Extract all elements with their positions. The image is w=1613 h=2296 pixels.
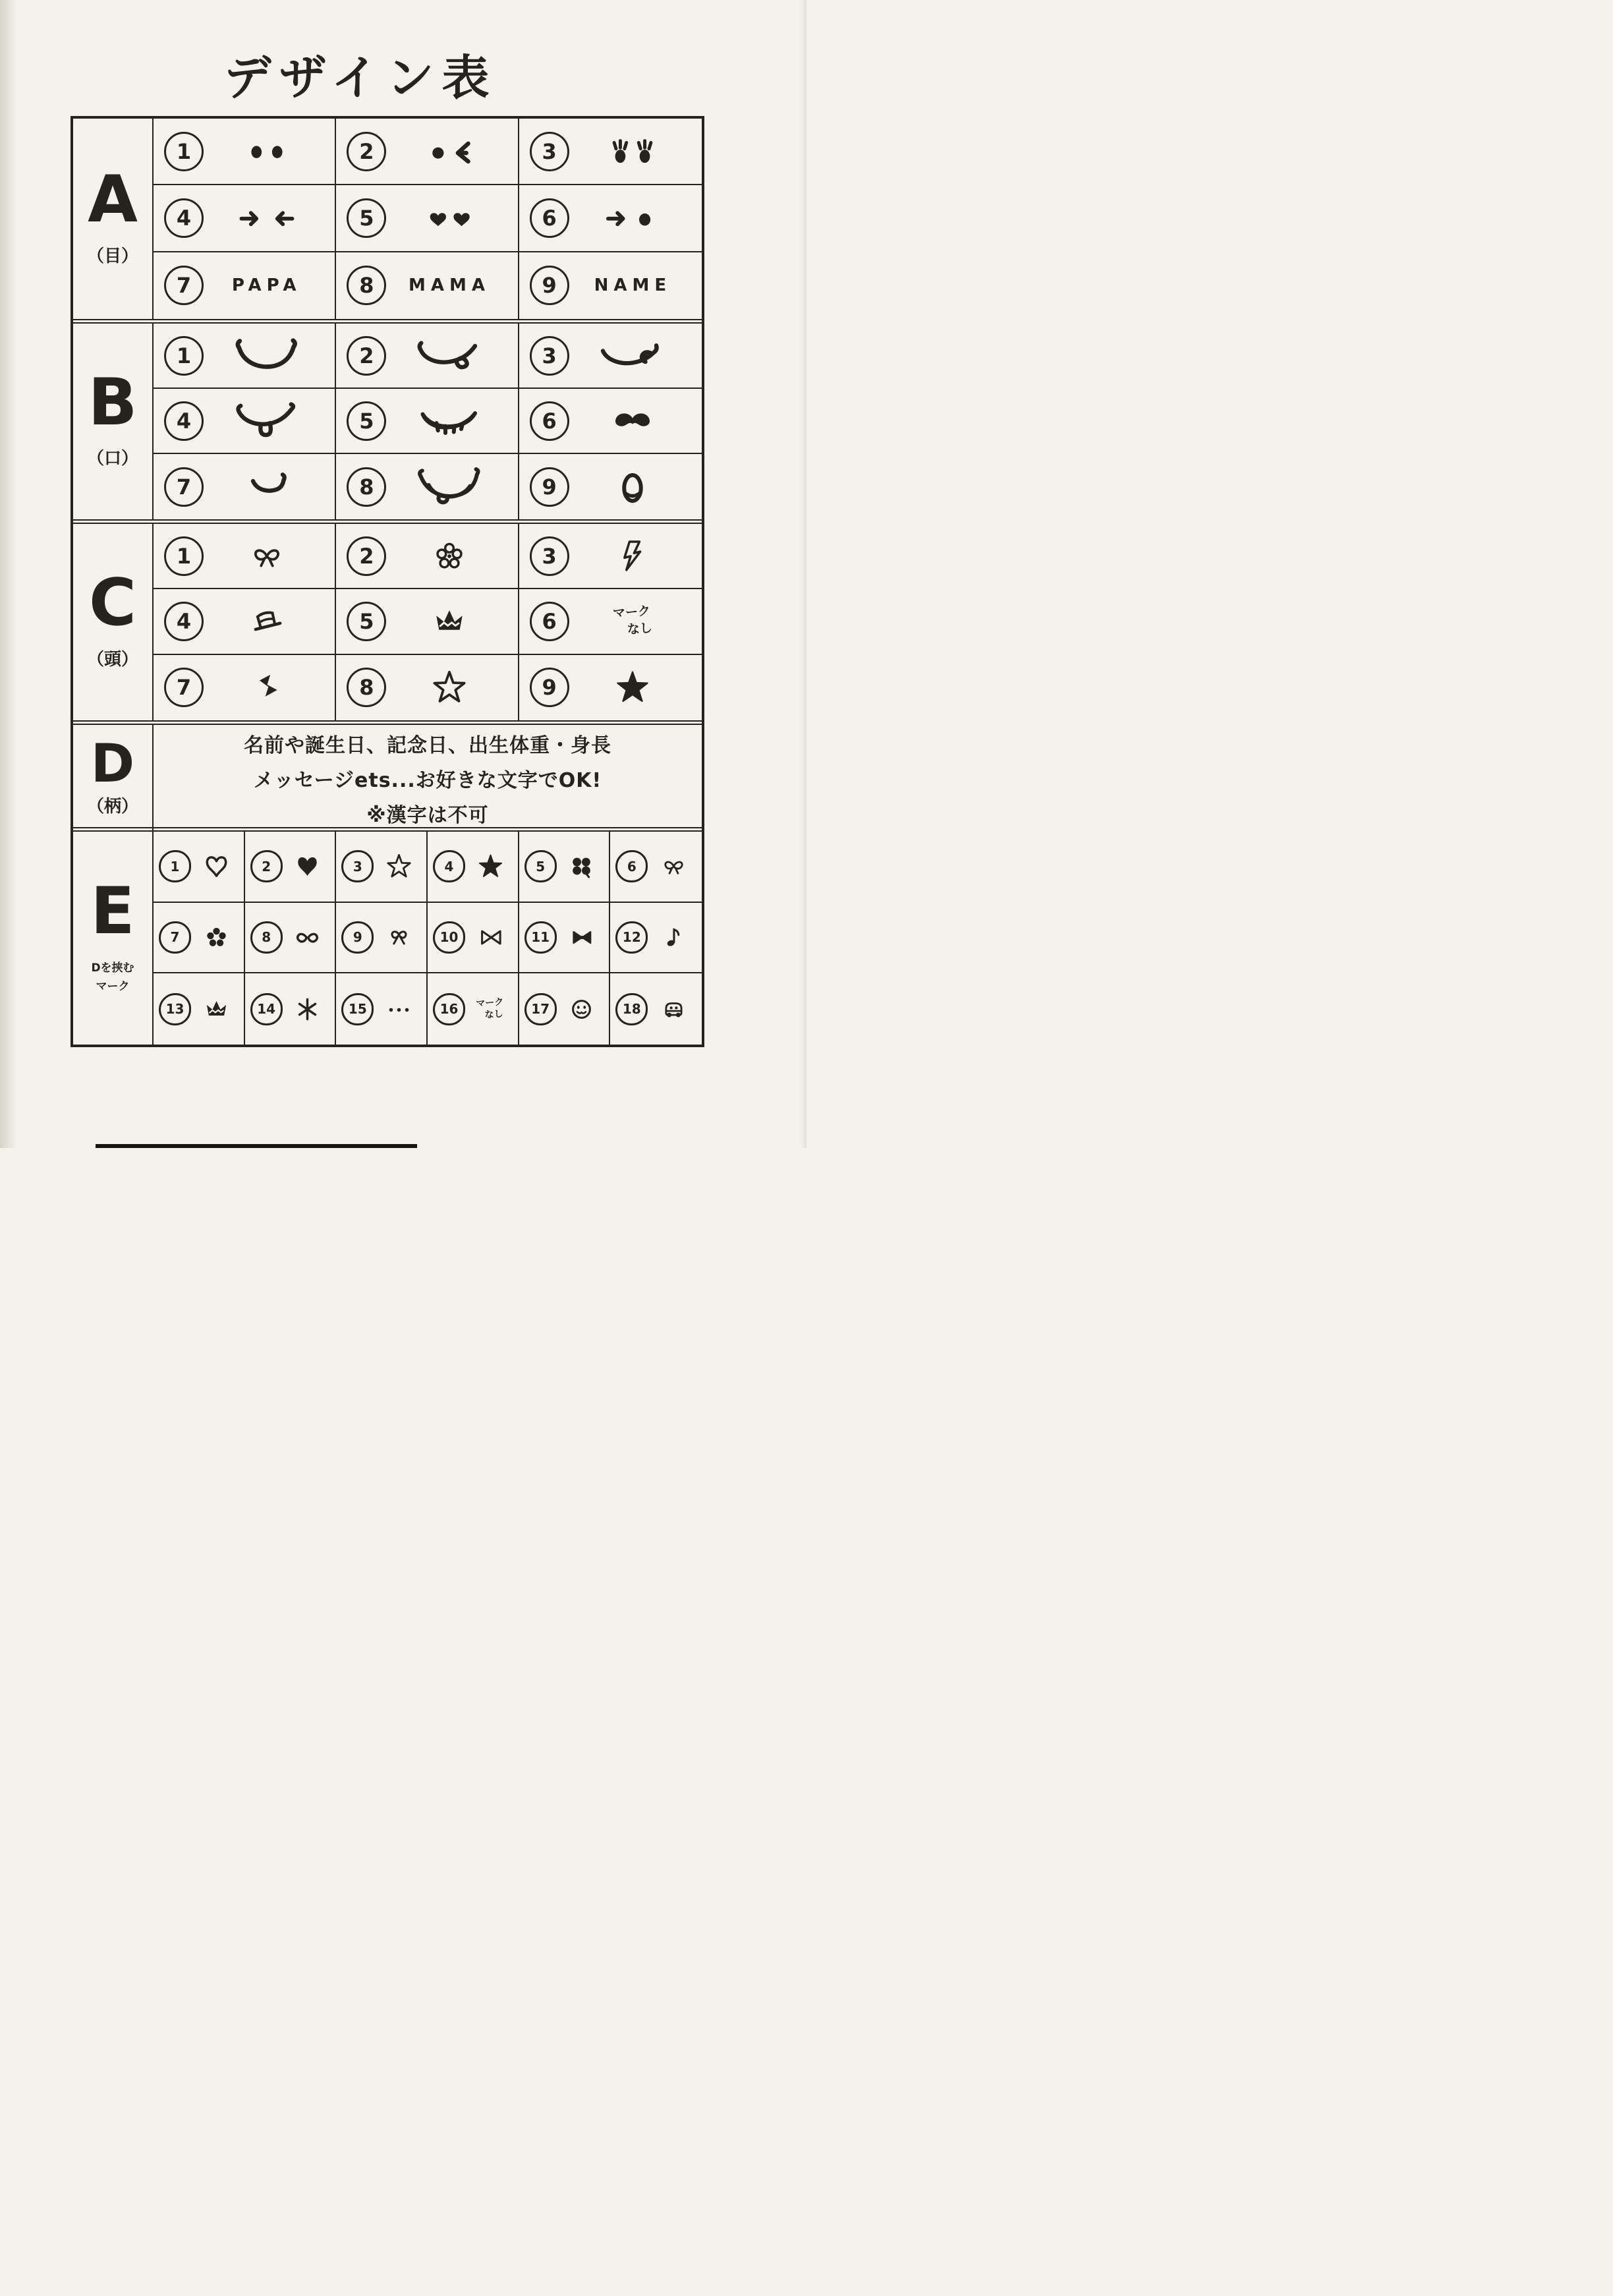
cell-content xyxy=(569,202,696,235)
item-number-circle: 16 xyxy=(433,993,465,1025)
item-number-circle: 3 xyxy=(341,850,374,882)
cell-E-10 xyxy=(428,903,519,974)
top-hat-icon xyxy=(248,602,286,641)
cell-content xyxy=(386,401,512,441)
cell-C-4 xyxy=(154,589,336,654)
no-mark-line: マーク xyxy=(612,604,652,621)
item-number-circle: 1 xyxy=(164,536,204,576)
section-sublabel: マーク xyxy=(96,979,130,993)
item-number-circle: 3 xyxy=(530,132,569,171)
item-number-circle: 5 xyxy=(347,401,386,441)
cell-C-9 xyxy=(519,655,702,720)
cell-E-16 xyxy=(428,973,519,1045)
ribbon-tails-icon xyxy=(385,923,413,952)
cell-content xyxy=(386,668,512,706)
cell-content xyxy=(204,135,329,168)
item-number-circle: 9 xyxy=(530,668,569,707)
cell-content xyxy=(283,995,333,1023)
cell-B-2 xyxy=(336,324,519,389)
crown-icon xyxy=(430,602,468,641)
cell-text: NAME xyxy=(594,275,672,296)
cell-content xyxy=(283,923,333,952)
cell-content xyxy=(386,275,512,295)
cell-content xyxy=(569,401,696,441)
cell-content xyxy=(569,604,696,638)
section-E-label xyxy=(73,832,154,1045)
item-number-circle: 8 xyxy=(250,921,283,954)
cell-content xyxy=(386,336,512,376)
eyes-wink-arrow-icon xyxy=(416,135,482,168)
section-letter: D xyxy=(90,732,135,794)
item-number-circle: 1 xyxy=(164,132,204,171)
cell-E-5 xyxy=(519,832,611,903)
music-note-icon xyxy=(660,923,688,952)
cell-content xyxy=(374,995,424,1023)
item-number-circle: 6 xyxy=(530,198,569,238)
item-number-circle: 6 xyxy=(530,401,569,441)
item-number-circle: 2 xyxy=(347,132,386,171)
item-number-circle: 5 xyxy=(524,850,557,882)
cell-content xyxy=(386,537,512,575)
pattern-note xyxy=(154,725,702,832)
section-sublabel: （口） xyxy=(86,449,138,469)
page-title: デザイン表 xyxy=(223,50,497,105)
eyes-arrow-dot-icon xyxy=(600,202,665,235)
star-outline-icon xyxy=(385,852,413,880)
cell-A-5 xyxy=(336,185,519,252)
cell-content xyxy=(386,602,512,641)
item-number-circle: 3 xyxy=(530,536,569,576)
cell-content xyxy=(386,202,512,235)
item-number-circle: 3 xyxy=(530,336,569,376)
no-mark-line: なし xyxy=(484,1008,504,1021)
item-number-circle: 9 xyxy=(530,467,569,507)
star-filled-icon xyxy=(476,852,505,880)
bow-filled-icon xyxy=(248,668,286,706)
eyes-arrows-in-icon xyxy=(234,202,300,235)
cell-content xyxy=(204,275,329,295)
eyes-hearts-icon xyxy=(416,202,482,235)
cell-C-7 xyxy=(154,655,336,720)
item-number-circle: 6 xyxy=(530,602,569,641)
item-number-circle: 8 xyxy=(347,467,386,507)
cell-E-7 xyxy=(154,903,245,974)
flower-outline-icon xyxy=(430,537,468,575)
item-number-circle: 9 xyxy=(341,921,374,954)
cell-content xyxy=(648,923,700,952)
mouth-small-smile-icon xyxy=(232,467,302,507)
section-E xyxy=(73,827,702,1045)
cell-A-8 xyxy=(336,252,519,319)
star-outline-icon xyxy=(430,668,468,706)
cell-E-6 xyxy=(610,832,702,903)
cell-content xyxy=(648,995,700,1023)
cell-content xyxy=(386,135,512,168)
cell-B-3 xyxy=(519,324,702,389)
cell-E-9 xyxy=(336,903,428,974)
cell-content xyxy=(204,668,329,706)
item-number-circle: 4 xyxy=(433,850,465,882)
cell-E-1 xyxy=(154,832,245,903)
no-mark-text xyxy=(613,603,653,639)
cell-E-12 xyxy=(610,903,702,974)
cell-content xyxy=(191,995,242,1023)
heart-filled-icon xyxy=(293,852,322,880)
item-number-circle: 4 xyxy=(164,401,204,441)
section-letter: C xyxy=(89,565,136,641)
section-B-label xyxy=(73,324,154,519)
cell-A-4 xyxy=(154,185,336,252)
no-mark-line: なし xyxy=(627,620,653,637)
bow-loops-icon xyxy=(293,923,322,952)
cell-content xyxy=(204,467,329,507)
cell-text: PAPA xyxy=(231,275,302,296)
cell-E-18 xyxy=(610,973,702,1045)
lightning-bolt-icon xyxy=(613,537,652,575)
cell-E-2 xyxy=(245,832,337,903)
cell-content xyxy=(569,135,696,168)
item-number-circle: 5 xyxy=(347,602,386,641)
item-number-circle: 13 xyxy=(159,993,191,1025)
section-sublabel: （柄） xyxy=(86,796,138,817)
cell-content xyxy=(465,923,516,952)
mouth-open-laugh-icon xyxy=(414,467,484,507)
crown-icon xyxy=(202,995,231,1023)
no-mark-line: マーク xyxy=(476,996,505,1010)
cell-content xyxy=(557,852,608,880)
scan-edge-shadow xyxy=(0,0,17,1148)
cell-B-5 xyxy=(336,389,519,454)
cell-C-5 xyxy=(336,589,519,654)
cell-B-8 xyxy=(336,454,519,519)
cell-C-2 xyxy=(336,524,519,589)
cell-E-8 xyxy=(245,903,337,974)
cell-A-2 xyxy=(336,119,519,185)
pattern-note-line: ※漢字は不可 xyxy=(366,804,489,827)
cell-content xyxy=(569,275,696,295)
item-number-circle: 7 xyxy=(159,921,191,954)
bowtie-outline-icon xyxy=(476,923,505,952)
cell-content xyxy=(569,336,696,376)
mouth-open-oval-icon xyxy=(598,467,667,507)
cell-B-7 xyxy=(154,454,336,519)
cell-content xyxy=(648,852,700,880)
cell-B-6 xyxy=(519,389,702,454)
cell-A-7 xyxy=(154,252,336,319)
mouth-smile-curl-icon xyxy=(598,336,667,376)
section-letter: A xyxy=(88,162,138,238)
item-number-circle: 2 xyxy=(347,536,386,576)
mouth-smile-icon xyxy=(232,336,302,376)
cell-content xyxy=(374,852,424,880)
cell-C-3 xyxy=(519,524,702,589)
cell-content xyxy=(557,995,608,1023)
cell-content xyxy=(204,336,329,376)
cell-E-14 xyxy=(245,973,337,1045)
section-D xyxy=(73,720,702,827)
pattern-note-line: メッセージets...お好きな文字でOK! xyxy=(253,769,602,792)
scanned-design-sheet xyxy=(0,0,806,1148)
cell-content xyxy=(465,997,516,1021)
section-sublabel: （頭） xyxy=(86,649,138,670)
section-B xyxy=(73,319,702,519)
cell-E-17 xyxy=(519,973,611,1045)
star-filled-icon xyxy=(613,668,652,706)
section-C-label xyxy=(73,524,154,720)
section-A-label xyxy=(73,119,154,319)
cell-content xyxy=(191,923,242,952)
cell-C-1 xyxy=(154,524,336,589)
cell-content xyxy=(569,537,696,575)
ellipsis-dots-icon xyxy=(385,995,413,1023)
ribbon-bow-icon xyxy=(660,852,688,880)
eyes-dots-icon xyxy=(234,135,300,168)
item-number-circle: 2 xyxy=(250,850,283,882)
item-number-circle: 5 xyxy=(347,198,386,238)
item-number-circle: 18 xyxy=(615,993,648,1025)
cell-content xyxy=(569,668,696,706)
cell-content xyxy=(191,852,242,880)
flower-filled-icon xyxy=(202,923,231,952)
section-sublabel: Dを挟む xyxy=(91,961,134,975)
cell-E-13 xyxy=(154,973,245,1045)
cell-C-6 xyxy=(519,589,702,654)
cell-content xyxy=(465,852,516,880)
cell-E-11 xyxy=(519,903,611,974)
section-sublabel: （目） xyxy=(86,246,138,266)
item-number-circle: 14 xyxy=(250,993,283,1025)
cell-content xyxy=(204,537,329,575)
cell-B-4 xyxy=(154,389,336,454)
cell-E-4 xyxy=(428,832,519,903)
item-number-circle: 7 xyxy=(164,668,204,707)
section-letter: E xyxy=(90,874,135,950)
item-number-circle: 2 xyxy=(347,336,386,376)
cell-content xyxy=(557,923,608,952)
ribbon-bow-icon xyxy=(248,537,286,575)
cell-A-3 xyxy=(519,119,702,185)
cell-E-15 xyxy=(336,973,428,1045)
cell-content xyxy=(374,923,424,952)
item-number-circle: 11 xyxy=(524,921,557,954)
pattern-note-line: 名前や誕生日、記念日、出生体重・身長 xyxy=(244,734,611,757)
car-icon xyxy=(660,995,688,1023)
scan-edge-shadow-right xyxy=(800,0,806,1148)
item-number-circle: 17 xyxy=(524,993,557,1025)
section-D-label xyxy=(73,725,154,832)
item-number-circle: 4 xyxy=(164,602,204,641)
design-table xyxy=(71,116,704,1047)
cell-A-1 xyxy=(154,119,336,185)
cell-content xyxy=(283,852,333,880)
cell-B-9 xyxy=(519,454,702,519)
item-number-circle: 4 xyxy=(164,198,204,238)
item-number-circle: 1 xyxy=(164,336,204,376)
clover-icon xyxy=(567,852,596,880)
cell-E-3 xyxy=(336,832,428,903)
cell-C-8 xyxy=(336,655,519,720)
mouth-smile-tongue-icon xyxy=(414,336,484,376)
cell-content xyxy=(204,202,329,235)
cell-content xyxy=(386,467,512,507)
cell-A-9 xyxy=(519,252,702,319)
item-number-circle: 6 xyxy=(615,850,648,882)
cell-content xyxy=(204,401,329,441)
cell-B-1 xyxy=(154,324,336,389)
cell-text: MAMA xyxy=(408,275,490,296)
item-number-circle: 15 xyxy=(341,993,374,1025)
cell-content xyxy=(569,467,696,507)
bowtie-filled-icon xyxy=(567,923,596,952)
heart-outline-icon xyxy=(202,852,231,880)
section-C xyxy=(73,519,702,720)
asterisk-icon xyxy=(293,995,322,1023)
item-number-circle: 8 xyxy=(347,266,386,305)
item-number-circle: 9 xyxy=(530,266,569,305)
item-number-circle: 1 xyxy=(159,850,191,882)
item-number-circle: 12 xyxy=(615,921,648,954)
item-number-circle: 8 xyxy=(347,668,386,707)
mouth-grin-teeth-icon xyxy=(414,401,484,441)
smiley-face-icon xyxy=(567,995,596,1023)
cell-A-6 xyxy=(519,185,702,252)
item-number-circle: 7 xyxy=(164,467,204,507)
mouth-tongue-out-icon xyxy=(232,401,302,441)
item-number-circle: 10 xyxy=(433,921,465,954)
no-mark-text xyxy=(476,996,505,1022)
section-letter: B xyxy=(88,364,138,440)
eyes-lashes-icon xyxy=(600,135,665,168)
item-number-circle: 7 xyxy=(164,266,204,305)
cell-content xyxy=(204,602,329,641)
scan-bottom-mark xyxy=(96,1144,417,1148)
mustache-icon xyxy=(598,401,667,441)
section-A xyxy=(73,119,702,319)
